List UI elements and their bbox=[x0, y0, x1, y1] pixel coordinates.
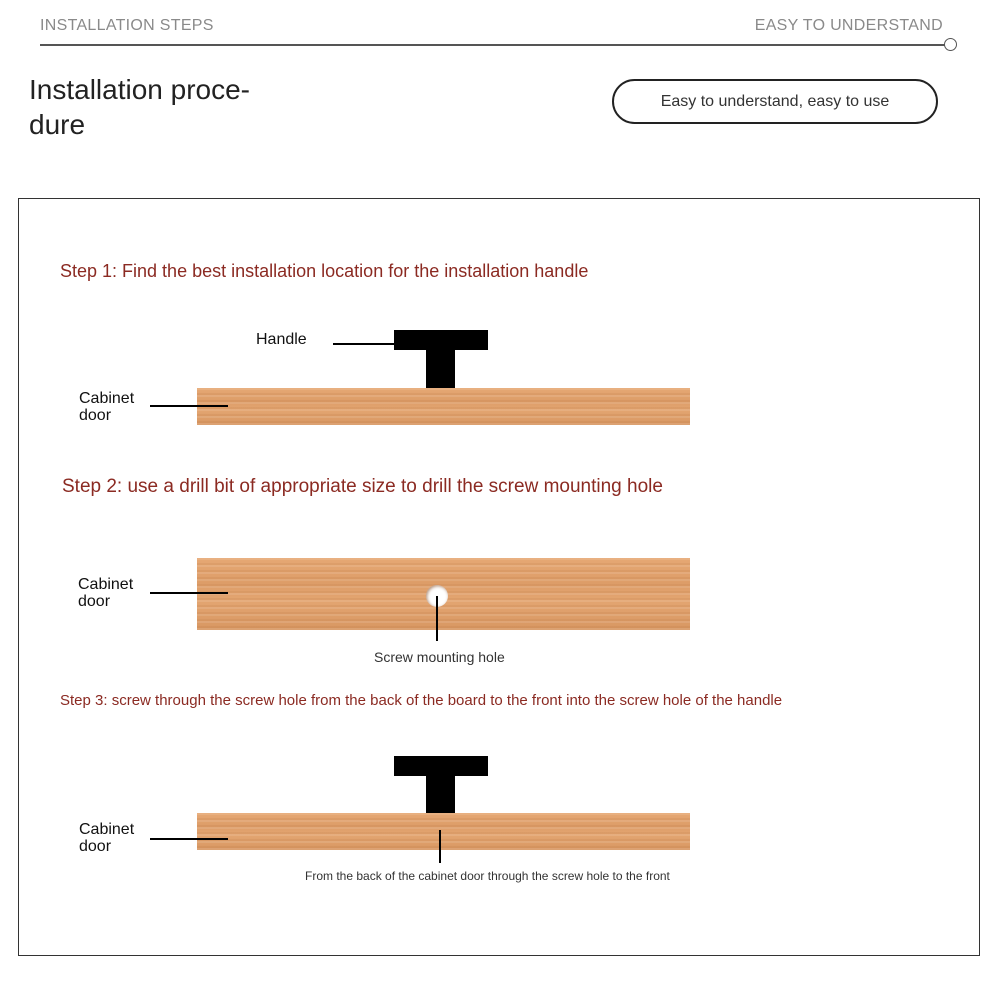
screw-hole-leader bbox=[436, 596, 438, 641]
screw-path-note: From the back of the cabinet door through the screw hole to the front bbox=[305, 869, 670, 883]
handle-label: Handle bbox=[256, 331, 307, 348]
step-3-heading: Step 3: screw through the screw hole from the back of the board to the front into the screw hole of the handle bbox=[60, 692, 783, 709]
handle-leader-line bbox=[333, 343, 396, 345]
step-2-heading: Step 2: use a drill bit of appropriate size to drill the screw mounting hole bbox=[62, 476, 663, 497]
screw-hole-label: Screw mounting hole bbox=[374, 649, 505, 665]
cabinet-door-leader-1 bbox=[150, 405, 228, 407]
handle-stem bbox=[426, 350, 455, 388]
header-right-label: EASY TO UNDERSTAND bbox=[754, 17, 943, 34]
cabinet-door-leader-2 bbox=[150, 592, 228, 594]
easy-badge: Easy to understand, easy to use bbox=[612, 79, 938, 124]
step-1-heading: Step 1: Find the best installation location for the installation handle bbox=[60, 261, 589, 281]
cabinet-door-board-1 bbox=[197, 388, 690, 425]
cabinet-door-leader-3 bbox=[150, 838, 228, 840]
header-divider bbox=[40, 44, 950, 46]
screw-leader-3 bbox=[439, 830, 441, 863]
cabinet-door-label-2: Cabinet door bbox=[78, 576, 134, 610]
cabinet-door-label-3: Cabinet door bbox=[79, 821, 135, 855]
handle-top-bar-3 bbox=[394, 756, 488, 776]
handle-top-bar bbox=[394, 330, 488, 350]
cabinet-door-board-3 bbox=[197, 813, 690, 850]
header-left-label: INSTALLATION STEPS bbox=[40, 17, 214, 34]
page-title: Installation proce- dure bbox=[29, 74, 251, 140]
cabinet-door-label-1: Cabinet door bbox=[79, 390, 135, 424]
header-circle-icon bbox=[944, 38, 957, 51]
handle-stem-3 bbox=[426, 776, 455, 813]
